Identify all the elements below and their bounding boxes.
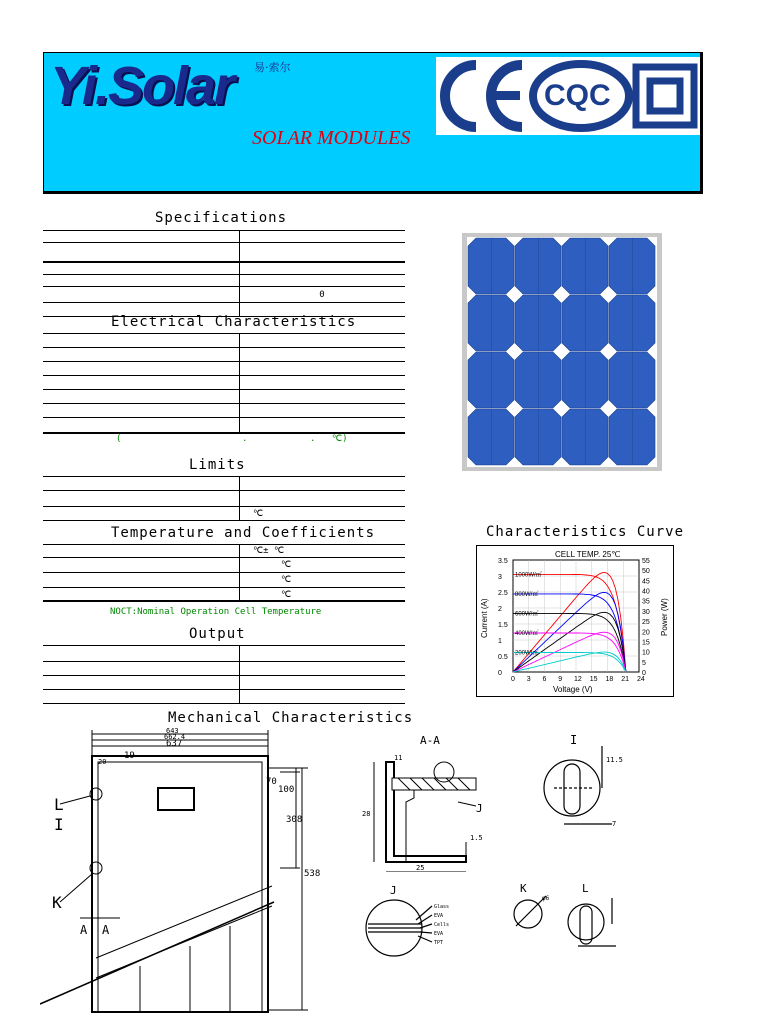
temperature-title: Temperature and Coefficients (111, 525, 376, 541)
dim-20: 20 (98, 758, 107, 766)
solar-cell (609, 409, 655, 465)
table-row (43, 287, 405, 303)
solar-cell (562, 295, 608, 351)
logo-text: Yi.Solar (50, 56, 234, 116)
table-row (43, 418, 405, 434)
y-tick-label-left: 2.5 (498, 590, 508, 597)
temp-value: ℃± ℃ (253, 546, 285, 556)
irradiance-label: 1000W/㎡ (515, 572, 542, 579)
y-tick-label-right: 55 (642, 558, 650, 565)
y-tick-label-right: 0 (642, 670, 646, 677)
table-row (43, 662, 405, 676)
x-tick-label: 12 (574, 676, 582, 683)
x-tick-label: 24 (637, 676, 645, 683)
y-tick-label-right: 45 (642, 578, 650, 586)
electrical-note-dot1: . (242, 434, 248, 444)
section-k-label: K (520, 882, 527, 895)
solar-cell (609, 238, 655, 294)
label-i: I (54, 815, 64, 834)
j-layer: EVA (434, 913, 444, 919)
x-tick-label: 3 (526, 676, 531, 683)
table-row (43, 275, 405, 287)
y-tick-label-right: 35 (642, 598, 650, 606)
output-table (43, 645, 405, 704)
section-i-label: I (570, 733, 578, 747)
section-l-drawing (562, 880, 632, 950)
frame-section-icon (358, 732, 498, 872)
specifications-title: Specifications (155, 210, 288, 226)
solar-cell (609, 295, 655, 351)
spec-value: 0 (319, 290, 325, 300)
electrical-table (43, 333, 405, 434)
iv-curve (513, 574, 626, 672)
solar-cell (515, 352, 561, 408)
solar-cell (515, 295, 561, 351)
j-layer: TPT (434, 940, 444, 946)
table-row (43, 491, 405, 507)
pv-curve (513, 612, 626, 672)
electrical-note-close: ℃) (332, 434, 348, 444)
i-dim-7: 7 (612, 820, 617, 828)
solar-panel-icon (462, 233, 662, 471)
x-tick-label: 6 (542, 676, 547, 683)
table-row (43, 348, 405, 362)
y-tick-label-right: 30 (642, 608, 650, 616)
cert-cqc-text: CQC (544, 79, 611, 112)
table-row (43, 404, 405, 418)
solar-cell (562, 409, 608, 465)
solar-cell (468, 295, 514, 351)
y-tick-label-left: 1 (498, 638, 502, 645)
table-row (43, 646, 405, 662)
page-subtitle: SOLAR MODULES (252, 127, 411, 149)
dim-308: 308 (286, 815, 303, 825)
solar-cell (515, 238, 561, 294)
x-tick-label: 21 (621, 676, 630, 683)
table-row (43, 573, 405, 588)
aa-dim-28: 28 (362, 810, 371, 818)
aa-dim-25: 25 (416, 864, 425, 872)
curve-title: Characteristics Curve (486, 524, 685, 540)
irradiance-label: 600W/㎡ (515, 611, 539, 618)
x-axis-label: Voltage (V) (553, 685, 593, 694)
y-tick-label-left: 0.5 (498, 654, 508, 661)
limit-value: ℃ (253, 509, 264, 519)
section-aa-drawing (358, 732, 498, 872)
mechanical-title: Mechanical Characteristics (168, 710, 414, 726)
section-l-label: L (582, 882, 589, 895)
solar-cell (515, 409, 561, 465)
irradiance-label: 400W/㎡ (515, 630, 539, 637)
y-tick-label-right: 25 (642, 619, 650, 627)
header-banner (43, 52, 703, 194)
limits-table (43, 476, 405, 521)
label-l: L (54, 795, 64, 814)
iv-curve-chart (477, 546, 673, 696)
table-row (43, 263, 405, 275)
dim-top-2: 662.4 (164, 733, 186, 741)
dim-538: 538 (304, 869, 321, 879)
table-row (43, 477, 405, 491)
hole-detail-icon (534, 732, 634, 832)
table-row (43, 507, 405, 521)
section-j-pointer-label: J (476, 802, 483, 815)
irradiance-label: 800W/㎡ (515, 591, 539, 598)
section-j-label: J (390, 884, 397, 897)
y-tick-label-right: 20 (642, 629, 650, 637)
x-tick-label: 9 (558, 676, 563, 683)
y-tick-label-left: 2 (498, 606, 502, 613)
table-row (43, 243, 405, 263)
y-tick-label-left: 1.5 (498, 622, 508, 629)
section-k-drawing (506, 880, 566, 940)
irradiance-label: 200W/㎡ (515, 650, 539, 657)
dim-top-1: 643 (166, 727, 179, 735)
electrical-note-dot2: . (310, 434, 316, 444)
j-layer: EVA (434, 931, 444, 937)
characteristics-chart (476, 545, 674, 697)
y-tick-label-right: 15 (642, 639, 650, 647)
dim-19: 19 (124, 751, 135, 761)
mount-hole-icon (506, 880, 566, 940)
j-layer: Glass (434, 904, 450, 910)
table-row (43, 676, 405, 690)
table-row (43, 390, 405, 404)
y-tick-label-right: 5 (642, 659, 646, 667)
panel-dimension-drawing (40, 726, 340, 1016)
table-row (43, 334, 405, 348)
noct-note: NOCT:Nominal Operation Cell Temperature (110, 607, 322, 617)
certification-logos (436, 57, 700, 135)
i-dim-115: 11.5 (606, 756, 623, 764)
logo-chinese-text: 易·索尔 (254, 61, 291, 74)
label-k: K (52, 893, 62, 912)
table-row (43, 362, 405, 376)
temperature-table (43, 544, 405, 602)
electrical-title: Electrical Characteristics (111, 314, 357, 330)
table-row (43, 376, 405, 390)
table-row (43, 545, 405, 558)
output-title: Output (189, 626, 246, 642)
temp-value: ℃ (281, 575, 292, 585)
section-aa-label: A-A (420, 734, 440, 747)
dim-100: 100 (278, 785, 295, 795)
table-row (43, 231, 405, 243)
label-a-left: A (80, 923, 88, 937)
label-a-right: A (102, 923, 110, 937)
limits-title: Limits (189, 457, 246, 473)
table-row (43, 558, 405, 573)
aa-dim-11: 11 (394, 754, 403, 762)
y-tick-label-right: 10 (642, 649, 650, 657)
section-i-drawing (534, 732, 634, 832)
mechanical-drawing-main (40, 726, 340, 1016)
j-layer: Cells (434, 922, 450, 928)
temp-value: ℃ (281, 590, 292, 600)
y-axis-label-left: Current (A) (480, 598, 489, 638)
solar-cell (468, 352, 514, 408)
dim-top-3: 637 (166, 739, 183, 749)
y-axis-label-right: Power (W) (660, 598, 669, 636)
dim-70: 70 (266, 777, 277, 787)
y-tick-label-right: 40 (642, 588, 650, 596)
x-tick-label: 15 (589, 676, 598, 683)
solar-cell (468, 238, 514, 294)
laminate-layers-icon (360, 882, 480, 962)
y-tick-label-left: 3.5 (498, 558, 508, 565)
k-dim: φ6 (542, 895, 550, 902)
x-tick-label: 18 (605, 676, 614, 683)
solar-cell (562, 238, 608, 294)
temp-value: ℃ (281, 560, 292, 570)
solar-cell (468, 409, 514, 465)
y-tick-label-left: 3 (498, 574, 502, 581)
electrical-note-open: ( (116, 434, 122, 444)
specifications-table (43, 230, 405, 317)
company-logo (48, 57, 306, 119)
solar-cell (609, 352, 655, 408)
chart-title: CELL TEMP. 25℃ (555, 550, 621, 559)
solar-cell (562, 352, 608, 408)
x-tick-label: 0 (511, 676, 515, 683)
table-row (43, 588, 405, 602)
slot-detail-icon (562, 880, 632, 950)
y-tick-label-left: 0 (498, 670, 502, 677)
aa-dim-15: 1.5 (470, 834, 483, 842)
table-row (43, 690, 405, 704)
y-tick-label-right: 50 (642, 568, 650, 576)
solar-panel-image (462, 233, 662, 471)
section-j-drawing (360, 882, 480, 962)
iv-curve (513, 613, 626, 672)
